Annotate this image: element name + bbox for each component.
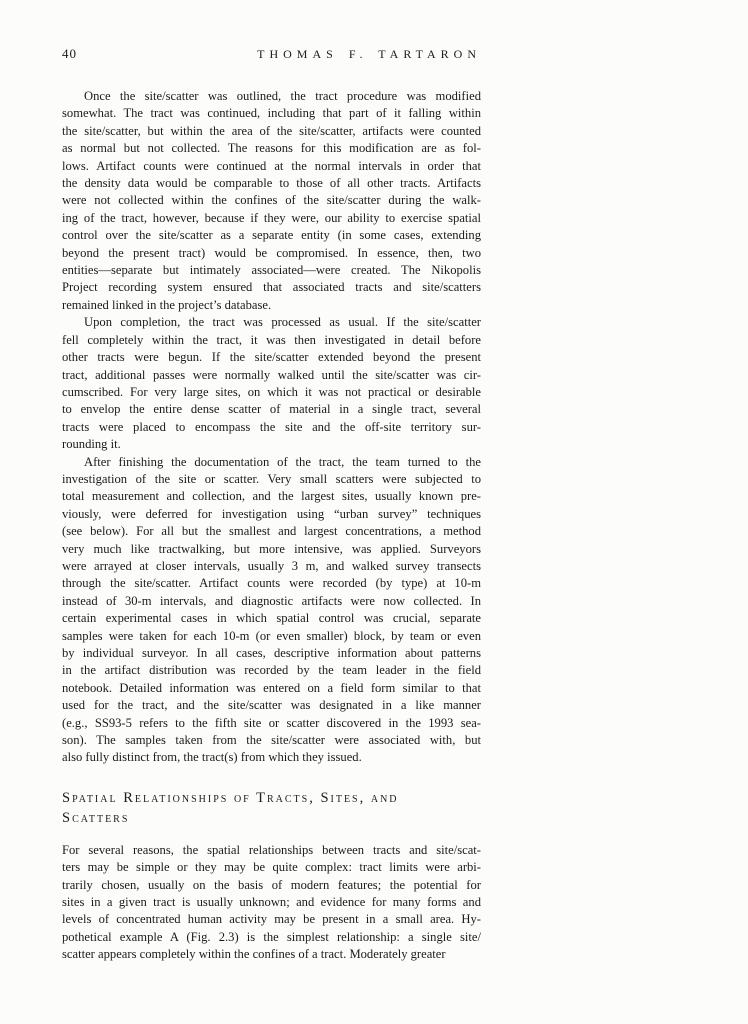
text-line: sites in a given tract is usually unknown; and evidence for many forms and <box>62 895 481 910</box>
text-line: were not collected within the confines of the site/scatter during the walk- <box>62 193 481 208</box>
text-column <box>62 46 481 964</box>
text-line: as normal but not collected. The reasons for this modification are as fol- <box>62 141 481 156</box>
page-header <box>62 46 481 60</box>
text-line: to envelop the entire dense scatter of material in a single tract, several <box>62 402 481 417</box>
text-line: (e.g., SS93-5 refers to the fifth site or scatter discovered in the 1993 sea- <box>62 715 481 730</box>
section-heading <box>62 788 481 828</box>
text-line: Scatters <box>62 809 130 826</box>
text-line: the density data would be comparable to those of all other tracts. Artifacts <box>62 176 481 191</box>
body-paragraph <box>62 842 481 964</box>
text-line: Upon completion, the tract was processed as usual. If the site/scatter <box>84 315 481 330</box>
text-line: cumscribed. For very large sites, on which it was not practical or desirable <box>62 384 481 399</box>
text-line: For several reasons, the spatial relationships between tracts and site/scat- <box>62 842 481 857</box>
text-line: Project recording system ensured that associated tracts and site/scatters <box>62 280 481 295</box>
text-line: very much like tractwalking, but more intensive, was applied. Surveyors <box>62 541 481 556</box>
text-line: fell completely within the tract, it was then investigated in detail before <box>62 332 481 347</box>
text-line: Spatial Relationships of Tracts, Sites, and <box>62 789 399 806</box>
text-line: viously, were deferred for investigation using “urban survey” techniques <box>62 506 481 521</box>
body-paragraph <box>62 454 481 767</box>
text-line: Once the site/scatter was outlined, the tract procedure was modified <box>84 89 481 103</box>
text-line: beyond the present tract) would be compromised. In essence, then, two <box>62 245 481 260</box>
text-line: ters may be simple or they may be quite complex: tract limits were arbi- <box>62 860 481 875</box>
text-line: entities—separate but intimately associated—were created. The Nikopolis <box>62 263 481 278</box>
text-line: lows. Artifact counts were continued at the normal intervals in order that <box>62 158 481 173</box>
text-line: (see below). For all but the smallest and largest concentrations, a method <box>62 524 481 539</box>
text-line: samples were taken for each 10-m (or even smaller) block, by team or even <box>62 628 481 643</box>
text-line: tract, additional passes were normally walked until the site/scatter was cir- <box>62 367 481 382</box>
body-paragraph <box>62 88 481 314</box>
text-line: through the site/scatter. Artifact counts were recorded (by type) at 10-m <box>62 576 481 591</box>
text-line: remained linked in the project’s database. <box>62 297 272 312</box>
text-line: somewhat. The tract was continued, including that part of it falling within <box>62 106 481 121</box>
text-line: other tracts were begun. If the site/scatter extended beyond the present <box>62 350 481 365</box>
body-paragraph <box>62 314 481 453</box>
text-line: trarily chosen, usually on the basis of modern features; the potential for <box>62 877 481 892</box>
text-line: by individual surveyor. In all cases, descriptive information about patterns <box>62 646 481 660</box>
text-line: in the artifact distribution was recorded by the team leader in the field <box>62 663 481 678</box>
running-head: THOMAS F. TARTARON <box>257 47 481 61</box>
page-body <box>62 88 481 964</box>
text-line: the site/scatter, but within the area of the site/scatter, artifacts were counted <box>62 123 481 138</box>
text-line: tracts were placed to encompass the site and the off-site territory sur- <box>62 419 481 434</box>
text-line: son). The samples taken from the site/scatter were associated with, but <box>62 733 481 748</box>
text-line: instead of 30-m intervals, and diagnostic artifacts were now collected. In <box>62 593 481 608</box>
text-line: control over the site/scatter as a separate entity (in some cases, extending <box>62 228 481 243</box>
text-line: investigation of the site or scatter. Very small scatters were subjected to <box>62 471 481 486</box>
text-line: rounding it. <box>62 437 121 452</box>
text-line: were arrayed at closer intervals, usually 3 m, and walked survey transects <box>62 558 481 573</box>
text-line: pothetical example A (Fig. 2.3) is the simplest relationship: a single site/ <box>62 929 481 944</box>
text-line: total measurement and collection, and the largest sites, usually known pre- <box>62 489 481 504</box>
text-line: notebook. Detailed information was entered on a field form similar to that <box>62 680 481 695</box>
page-number: 40 <box>62 46 77 61</box>
text-line: used for the tract, and the site/scatter was designated in a like manner <box>62 698 481 713</box>
text-line: levels of concentrated human activity may be present in a small area. Hy- <box>62 912 481 927</box>
text-line: ing of the tract, however, because if they were, our ability to exercise spatial <box>62 210 481 225</box>
text-line: After finishing the documentation of the tract, the team turned to the <box>84 454 481 469</box>
text-line: certain experimental cases in which spatial control was crucial, separate <box>62 611 481 626</box>
text-line: scatter appears completely within the confines of a tract. Moderately greater <box>62 947 446 962</box>
text-line: also fully distinct from, the tract(s) from which they issued. <box>62 750 362 765</box>
